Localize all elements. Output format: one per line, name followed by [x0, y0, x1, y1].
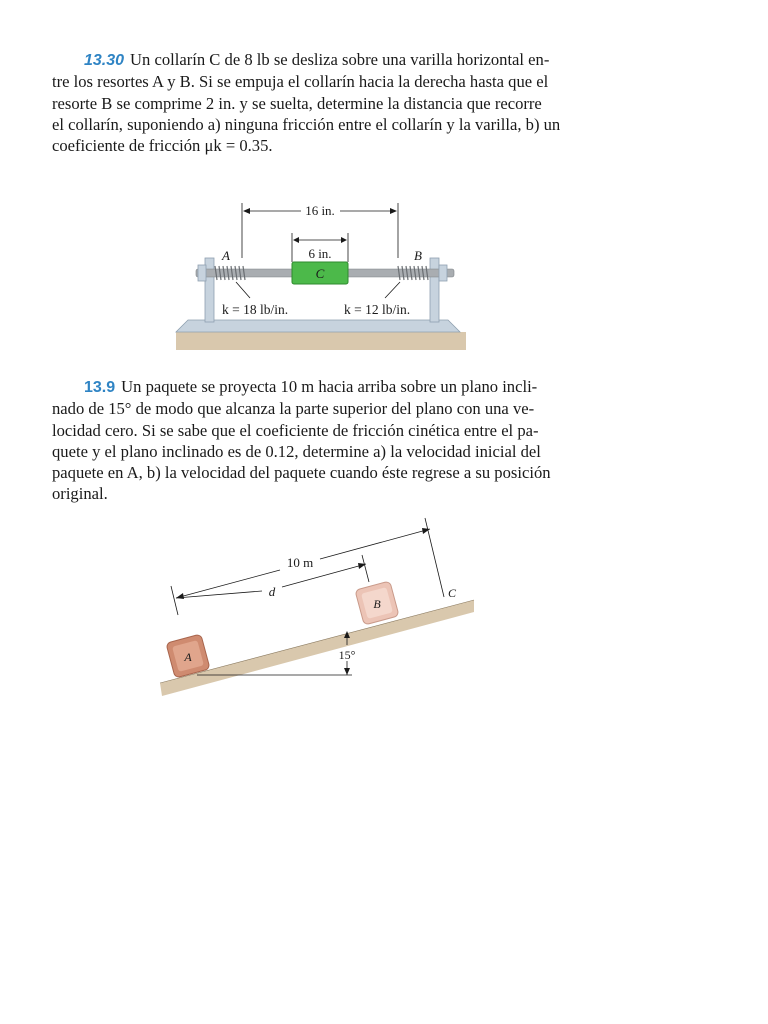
k-a-label: k = 18 lb/in.: [222, 302, 289, 317]
k-b-label: k = 12 lb/in.: [344, 302, 411, 317]
label-b: B: [373, 597, 381, 611]
problem-line: quete y el plano inclinado es de 0.12, determine a) la velocidad inicial del: [52, 441, 541, 461]
incline-surface: [160, 600, 474, 696]
dim-6-label: 6 in.: [308, 246, 332, 261]
problem-line: el collarín, suponiendo a) ninguna fricción entre el collarín y la varilla, b) un: [52, 114, 561, 134]
problem-number: 13.9: [84, 379, 116, 396]
label-c: C: [448, 586, 457, 600]
dim-16-label: 16 in.: [305, 203, 335, 218]
angle-label: 15°: [338, 648, 356, 662]
problem-line: 13.9 Un paquete se proyecta 10 m hacia arriba sobre un plano incli-: [52, 376, 594, 398]
dim-d-label: d: [268, 584, 276, 599]
label-b: B: [414, 248, 422, 263]
problem-line: coeficiente de fricción μk = 0.35.: [52, 136, 273, 156]
dim-10m-line-right: [320, 529, 430, 559]
label-c: C: [315, 266, 325, 281]
problem-number: 13.30: [84, 52, 125, 69]
problem-line: original.: [52, 484, 108, 504]
problem-line: paquete en A, b) la velocidad del paquete cuando éste regrese a su posición: [52, 463, 551, 483]
problem-line: tre los resortes A y B. Si se empuja el collarín hacia la derecha hasta que el: [52, 72, 549, 92]
dim-10m-label: 10 m: [286, 555, 314, 570]
problem-line: resorte B se comprime 2 in. y se suelta, determine la distancia que recorre: [52, 93, 542, 113]
arrowhead: [344, 668, 350, 675]
incline-edge: [160, 600, 474, 683]
problem-line: 13.30 Un collarín C de 8 lb se desliza sobre una varilla horizontal en-: [52, 49, 594, 71]
ext-line-b: [362, 555, 369, 582]
label-a: A: [222, 248, 230, 263]
ext-line-a: [171, 586, 178, 615]
problem-line: locidad cero. Si se sabe que el coeficiente de fricción cinética entre el pa-: [52, 420, 539, 440]
problem-line: nado de 15° de modo que alcanza la parte superior del plano con una ve-: [52, 399, 535, 419]
label-a: A: [184, 650, 192, 664]
